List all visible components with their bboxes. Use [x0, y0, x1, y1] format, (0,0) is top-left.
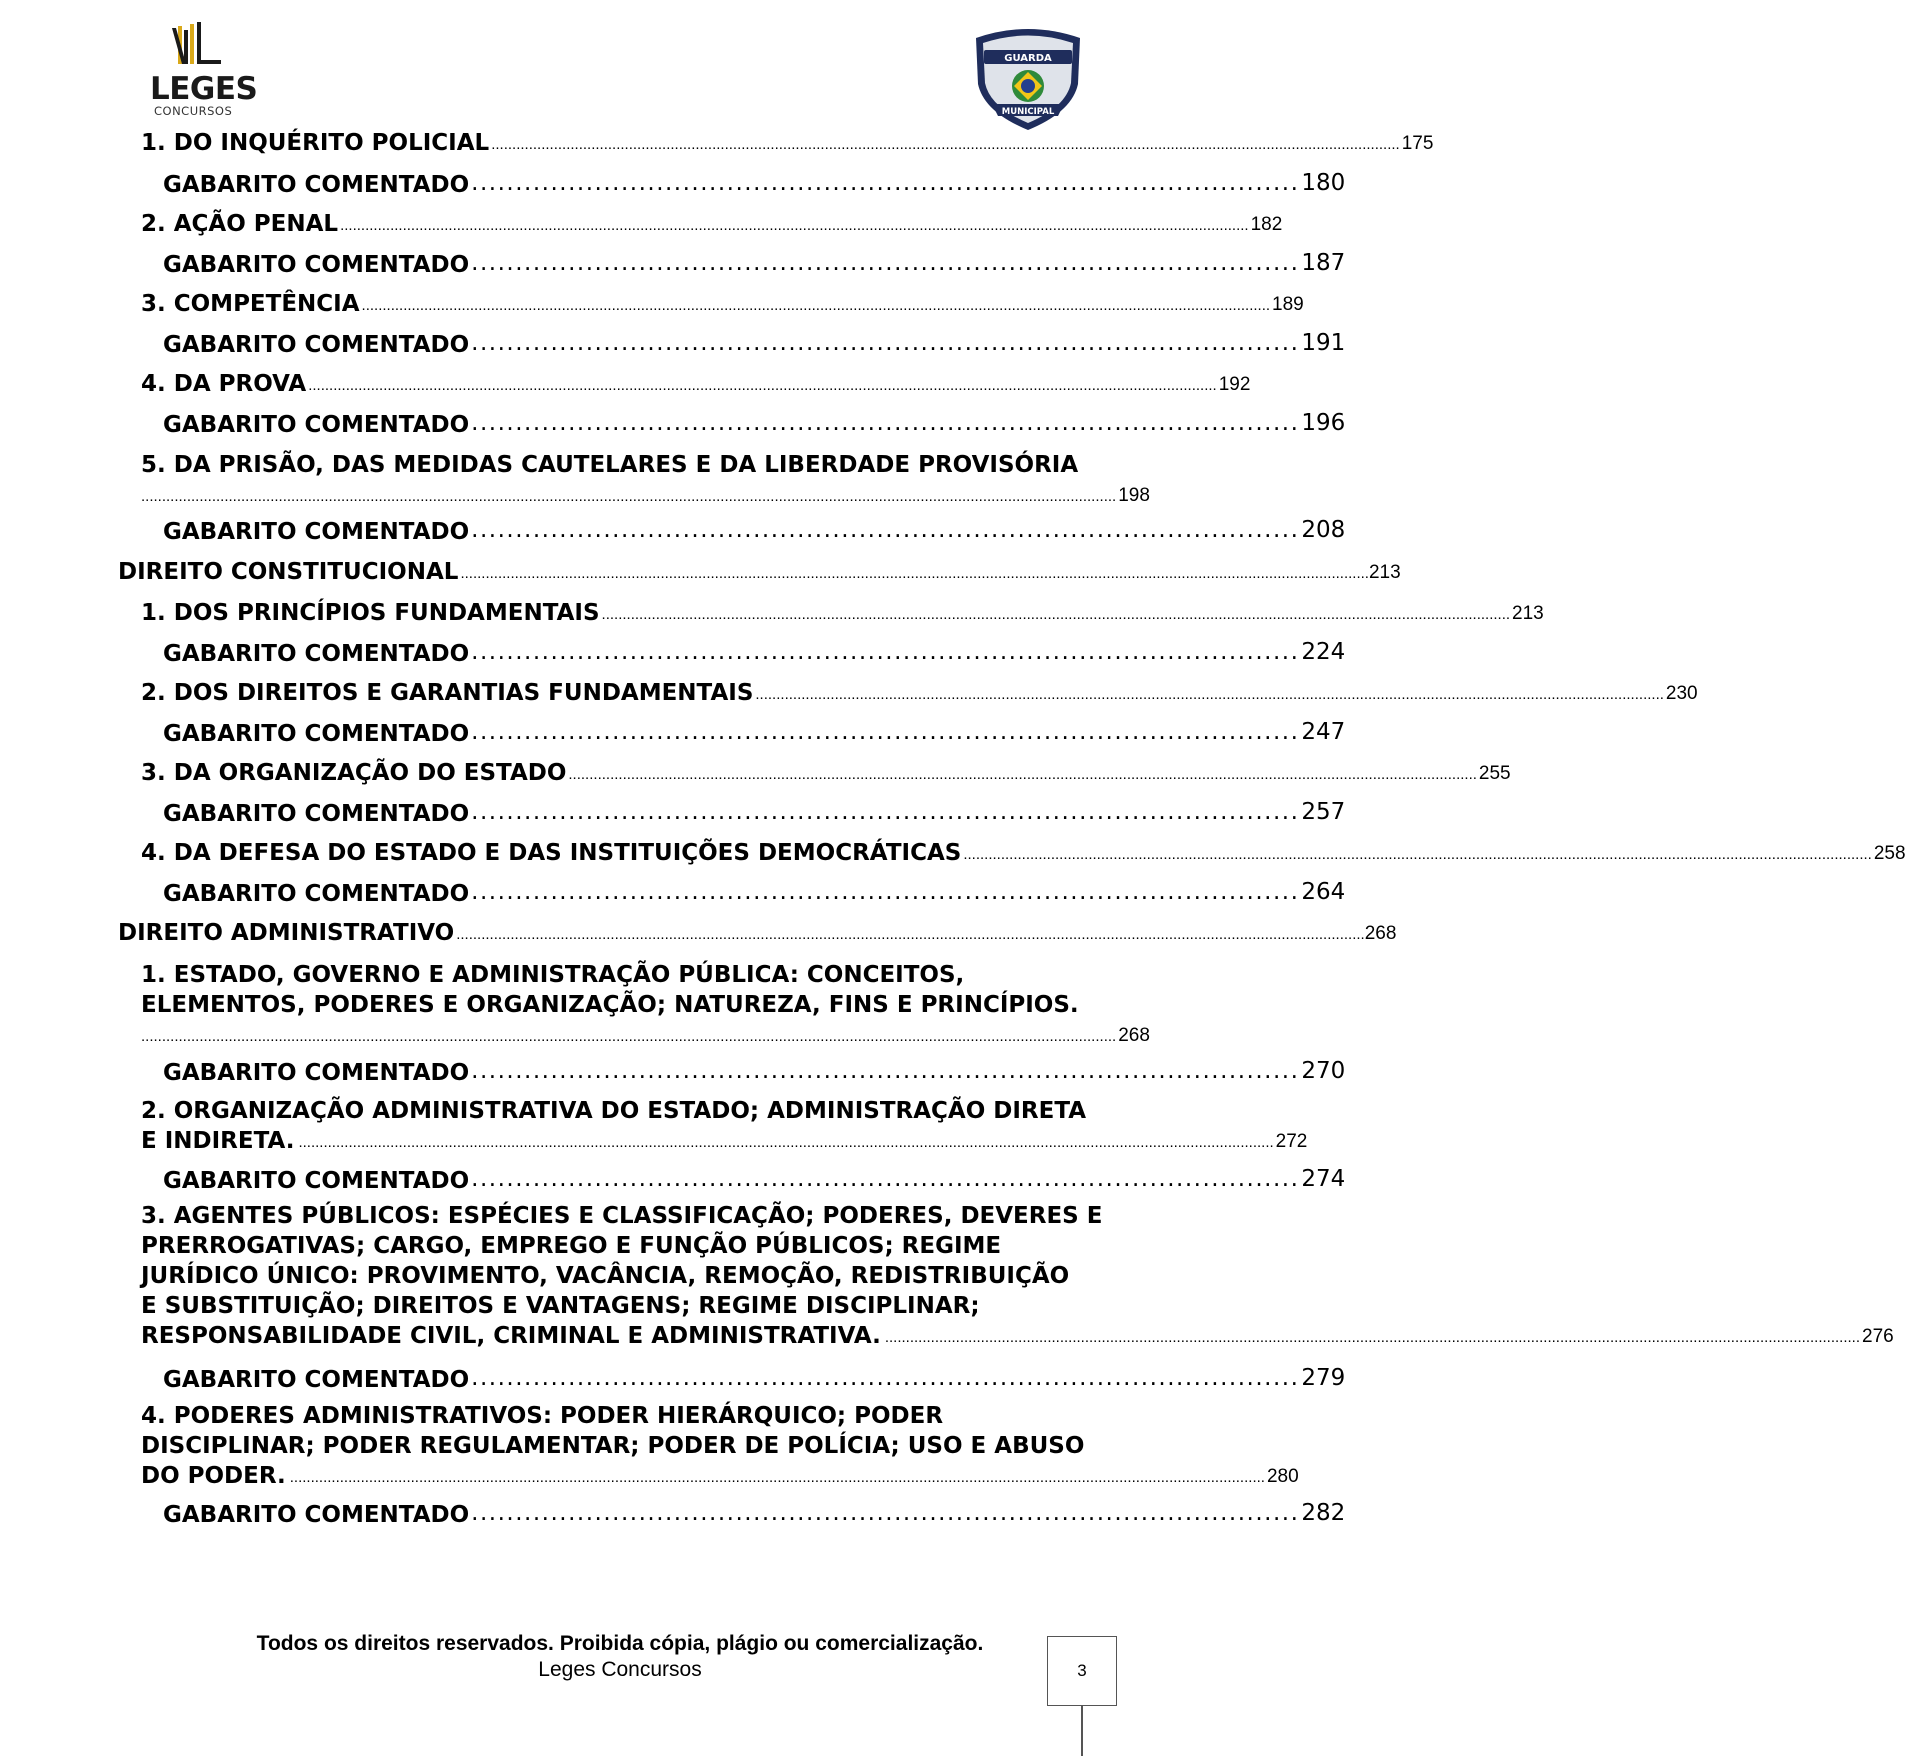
toc-entry-title: GABARITO COMENTADO	[163, 1168, 470, 1194]
toc-leader: ..........................................................................................................................................................................................................................	[460, 565, 1369, 582]
toc-entry-page: 258	[1873, 843, 1906, 864]
toc-section-direito-constitucional[interactable]	[118, 557, 1401, 587]
toc-entry-title: 3. DA ORGANIZAÇÃO DO ESTADO	[141, 760, 567, 786]
toc-entry-page: 247	[1301, 719, 1346, 745]
toc-leader: ..............................................................................................	[471, 879, 1300, 905]
toc-entry-page: 276	[1862, 1326, 1894, 1347]
toc-entry-gabarito[interactable]	[163, 1365, 1346, 1395]
toc-leader: ..........................................................................................................................................................................................................................................	[141, 488, 1117, 505]
page-number: 3	[1077, 1661, 1087, 1680]
leges-brand: LEGES	[150, 71, 258, 107]
toc-leader: ..........................................................................................................................................................................................................................	[491, 136, 1400, 153]
toc-leader: ..............................................................................................	[471, 517, 1300, 543]
toc-leader: ..............................................................................................	[471, 1058, 1300, 1084]
toc-entry-title-line: RESPONSABILIDADE CIVIL, CRIMINAL E ADMINISTRATIVA.	[141, 1323, 881, 1349]
toc-entry-page: 213	[1368, 562, 1401, 583]
toc-leader: ..........................................................................................................................................................................................................................	[568, 766, 1477, 783]
toc-entry-page: 196	[1301, 410, 1346, 436]
toc-entry-title: GABARITO COMENTADO	[163, 1502, 470, 1528]
toc-leader: ..........................................................................................................................................................................................................................	[361, 297, 1271, 314]
toc-entry-title: 2. AÇÃO PENAL	[141, 211, 339, 237]
toc-entry-gabarito[interactable]	[163, 170, 1346, 200]
toc-entry-page: 282	[1301, 1500, 1346, 1526]
toc-entry-gabarito[interactable]	[163, 517, 1346, 547]
toc-entry-title-line: JURÍDICO ÚNICO: PROVIMENTO, VACÂNCIA, REMOÇÃO, REDISTRIBUIÇÃO	[141, 1263, 1070, 1289]
toc-leader: ..........................................................................................................................................................................................................................	[456, 926, 1365, 943]
toc-entry-page: 208	[1301, 517, 1346, 543]
toc-entry-title: GABARITO COMENTADO	[163, 252, 470, 278]
toc-leader: ..........................................................................................................................................................................................................................	[755, 686, 1664, 703]
toc-entry-multiline[interactable]	[141, 450, 1150, 510]
toc-entry-title: 1. DOS PRINCÍPIOS FUNDAMENTAIS	[141, 600, 600, 626]
toc-entry[interactable]	[141, 758, 1511, 788]
toc-entry-title: DIREITO ADMINISTRATIVO	[118, 920, 455, 946]
toc-entry-multiline[interactable]	[141, 1401, 1299, 1491]
toc-entry-page: 268	[1118, 1025, 1150, 1046]
toc-entry-title: GABARITO COMENTADO	[163, 881, 470, 907]
toc-leader: ..........................................................................................................................................................................................................................................	[141, 1028, 1117, 1045]
toc-entry-page: 272	[1275, 1131, 1308, 1152]
toc-entry-title: GABARITO COMENTADO	[163, 332, 470, 358]
toc-entry[interactable]	[141, 678, 1698, 708]
toc-entry-title-line: 4. PODERES ADMINISTRATIVOS: PODER HIERÁRQUICO; PODER	[141, 1403, 944, 1429]
toc-entry-title: 3. COMPETÊNCIA	[141, 291, 360, 317]
toc-entry-title-line: ELEMENTOS, PODERES E ORGANIZAÇÃO; NATUREZA, FINS E PRINCÍPIOS.	[141, 992, 1079, 1018]
toc-entry-title-line: DO PODER.	[141, 1463, 286, 1489]
toc-entry-multiline[interactable]	[141, 960, 1150, 1050]
toc-entry-page: 189	[1272, 294, 1304, 315]
toc-leader: ..............................................................................................	[471, 719, 1300, 745]
toc-entry-page: 191	[1301, 330, 1346, 356]
toc-entry-page: 230	[1665, 683, 1698, 704]
toc-entry-title: 2. DOS DIREITOS E GARANTIAS FUNDAMENTAIS	[141, 680, 754, 706]
toc-entry-page: 175	[1401, 133, 1434, 154]
toc-entry-title: GABARITO COMENTADO	[163, 412, 470, 438]
toc-leader: ..............................................................................................	[471, 1500, 1300, 1526]
toc-entry[interactable]	[141, 838, 1906, 868]
shield-icon	[966, 24, 1090, 132]
toc-entry[interactable]	[141, 289, 1304, 319]
toc-entry-gabarito[interactable]	[163, 879, 1346, 909]
toc-entry-gabarito[interactable]	[163, 330, 1346, 360]
toc-entry-title: DIREITO CONSTITUCIONAL	[118, 559, 459, 585]
toc-leader: ..........................................................................................................................................................................................................................	[601, 606, 1511, 623]
toc-entry-gabarito[interactable]	[163, 250, 1346, 280]
toc-entry-title: GABARITO COMENTADO	[163, 172, 470, 198]
toc-leader: ..............................................................................................	[471, 639, 1300, 665]
toc-entry-gabarito[interactable]	[163, 639, 1346, 669]
leges-logo	[150, 22, 260, 117]
footer	[220, 1631, 1020, 1683]
toc-entry-title: 1. DO INQUÉRITO POLICIAL	[141, 130, 490, 156]
leges-sub: CONCURSOS	[154, 104, 233, 118]
toc-entry[interactable]	[141, 209, 1283, 239]
toc-leader: ..............................................................................................	[471, 330, 1300, 356]
toc-entry-title: GABARITO COMENTADO	[163, 801, 470, 827]
toc-entry-page: 213	[1512, 603, 1544, 624]
toc-entry[interactable]	[141, 598, 1544, 628]
toc-leader: ..........................................................................................................................................................................................................................	[340, 217, 1249, 234]
toc-entry-page: 255	[1478, 763, 1511, 784]
toc-entry-page: 224	[1301, 639, 1346, 665]
leges-books-icon	[150, 22, 260, 74]
toc-entry-page: 180	[1301, 170, 1346, 196]
toc-entry-page: 268	[1364, 923, 1397, 944]
toc-leader: ..........................................................................................................................................................................................................................	[963, 846, 1872, 863]
toc-entry-title: GABARITO COMENTADO	[163, 519, 470, 545]
page-number-line	[1081, 1706, 1083, 1756]
toc-entry-gabarito[interactable]	[163, 410, 1346, 440]
toc-entry-gabarito[interactable]	[163, 719, 1346, 749]
toc-leader: ..............................................................................................	[471, 799, 1300, 825]
toc-entry-gabarito[interactable]	[163, 1058, 1346, 1088]
toc-leader: ..........................................................................................................................................................................................................................................	[298, 1134, 1274, 1151]
toc-entry-title: 5. DA PRISÃO, DAS MEDIDAS CAUTELARES E DA LIBERDADE PROVISÓRIA	[141, 452, 1079, 478]
toc-entry-page: 192	[1218, 374, 1251, 395]
toc-entry-title: GABARITO COMENTADO	[163, 721, 470, 747]
toc-entry-title: GABARITO COMENTADO	[163, 1060, 470, 1086]
toc-section-direito-administrativo[interactable]	[118, 918, 1397, 948]
toc-entry-title: GABARITO COMENTADO	[163, 641, 470, 667]
toc-leader: ..............................................................................................	[471, 410, 1300, 436]
toc-entry-multiline[interactable]	[141, 1096, 1308, 1156]
page-number-box	[1047, 1636, 1117, 1706]
toc-entry-title-line: DISCIPLINAR; PODER REGULAMENTAR; PODER DE POLÍCIA; USO E ABUSO	[141, 1433, 1085, 1459]
toc-entry-title: GABARITO COMENTADO	[163, 1367, 470, 1393]
toc-entry-multiline[interactable]	[141, 1201, 1894, 1351]
toc-leader: ..........................................................................................................................................................................................................................................	[289, 1469, 1265, 1486]
toc-entry-title-line: E SUBSTITUIÇÃO; DIREITOS E VANTAGENS; REGIME DISCIPLINAR;	[141, 1293, 980, 1319]
toc-entry-gabarito[interactable]	[163, 1166, 1346, 1196]
toc-entry-page: 182	[1250, 214, 1283, 235]
toc-entry-title: 4. DA DEFESA DO ESTADO E DAS INSTITUIÇÕES DEMOCRÁTICAS	[141, 840, 962, 866]
toc-entry-title-line: 2. ORGANIZAÇÃO ADMINISTRATIVA DO ESTADO; ADMINISTRAÇÃO DIRETA	[141, 1098, 1087, 1124]
toc-entry-title-line: PRERROGATIVAS; CARGO, EMPREGO E FUNÇÃO PÚBLICOS; REGIME	[141, 1233, 1002, 1259]
toc-entry-title-line: 1. ESTADO, GOVERNO E ADMINISTRAÇÃO PÚBLICA: CONCEITOS,	[141, 962, 965, 988]
toc-entry-page: 279	[1301, 1365, 1346, 1391]
toc-leader: ..........................................................................................................................................................................................................................	[308, 377, 1217, 394]
guarda-municipal-badge	[966, 24, 1090, 132]
toc-entry-page: 264	[1301, 879, 1346, 905]
toc-entry-gabarito[interactable]	[163, 1500, 1346, 1530]
toc-leader: ..........................................................................................................................................................................................................................................	[884, 1329, 1861, 1346]
toc-entry-page: 198	[1118, 485, 1150, 506]
toc-entry-title-line: 3. AGENTES PÚBLICOS: ESPÉCIES E CLASSIFICAÇÃO; PODERES, DEVERES E	[141, 1203, 1103, 1229]
toc-entry-page: 270	[1301, 1058, 1346, 1084]
toc-entry-gabarito[interactable]	[163, 799, 1346, 829]
toc-leader: ..............................................................................................	[471, 1166, 1300, 1192]
toc-entry-page: 187	[1301, 250, 1346, 276]
svg-text:GUARDA: GUARDA	[1004, 53, 1052, 64]
toc-entry-title: 4. DA PROVA	[141, 371, 307, 397]
toc-entry-page: 274	[1301, 1166, 1346, 1192]
svg-text:MUNICIPAL: MUNICIPAL	[1001, 107, 1055, 117]
footer-company: Leges Concursos	[538, 1658, 702, 1681]
toc-leader: ..............................................................................................	[471, 170, 1300, 196]
toc-entry-page: 280	[1266, 1466, 1299, 1487]
toc-entry-page: 257	[1301, 799, 1346, 825]
toc-entry[interactable]	[141, 369, 1251, 399]
toc-entry-title-line: E INDIRETA.	[141, 1128, 295, 1154]
toc-entry[interactable]	[141, 128, 1434, 158]
toc-leader: ..............................................................................................	[471, 1365, 1300, 1391]
toc-leader: ..............................................................................................	[471, 250, 1300, 276]
footer-rights: Todos os direitos reservados. Proibida cópia, plágio ou comercialização.	[256, 1632, 984, 1655]
